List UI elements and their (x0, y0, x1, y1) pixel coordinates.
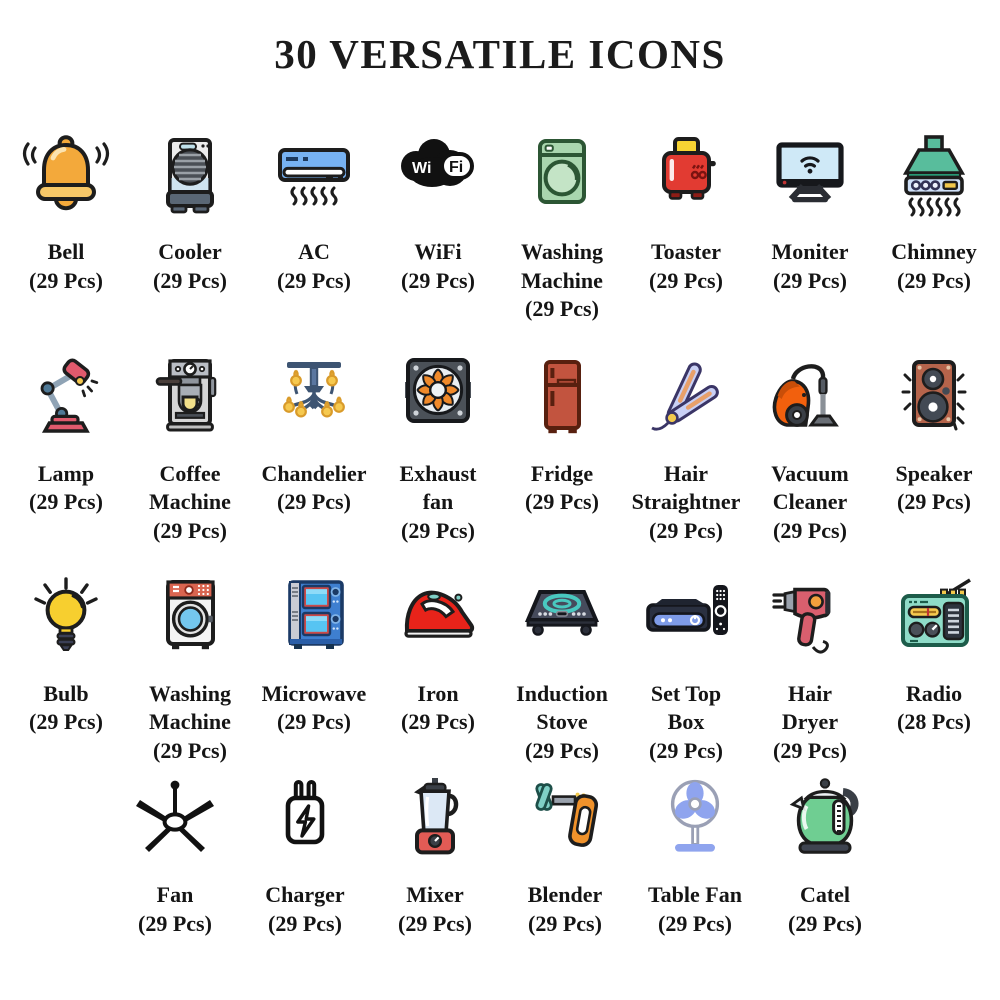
icon-card-hair-dryer (748, 560, 872, 766)
icon-label: Exhaust fan (399, 460, 477, 515)
icon-card-washing-machine (500, 118, 624, 324)
icon-count: (29 Pcs) (773, 517, 847, 543)
icon-card-bell (4, 118, 128, 324)
icon-card-fridge (500, 340, 624, 546)
icon-card-ac (252, 118, 376, 324)
icon-label: Bell (47, 239, 85, 264)
icon-card-blender (500, 773, 630, 938)
chandelier-icon (266, 340, 362, 452)
vacuum-cleaner-icon (762, 340, 858, 452)
ac-icon (266, 118, 362, 230)
icon-label: Hair Straightner (631, 460, 741, 515)
icon-label: Table Fan (648, 882, 742, 908)
icon-label: AC (298, 239, 330, 264)
coffee-machine-icon (142, 340, 238, 452)
icon-count: (29 Pcs) (29, 489, 103, 515)
blender-icon (517, 773, 613, 873)
icon-count: (29 Pcs) (525, 489, 599, 515)
icon-count: (29 Pcs) (528, 910, 602, 936)
icon-card-speaker (872, 340, 996, 546)
speaker-icon (886, 340, 982, 452)
icon-label: Blender (527, 882, 603, 908)
icon-count: (29 Pcs) (29, 709, 103, 735)
wifi-icon (390, 118, 486, 230)
icon-card-chimney (872, 118, 996, 324)
icon-count: (29 Pcs) (649, 737, 723, 763)
icon-card-coffee-machine (128, 340, 252, 546)
icon-count: (29 Pcs) (525, 737, 599, 763)
icon-card-hair-straightener (624, 340, 748, 546)
icon-card-chandelier (252, 340, 376, 546)
icon-card-lamp (4, 340, 128, 546)
charger-icon (257, 773, 353, 873)
icon-row-4 (110, 773, 890, 938)
icon-row-2 (0, 340, 1000, 546)
icon-label: Set Top Box (650, 680, 722, 735)
icon-label: Lamp (37, 460, 95, 486)
fridge-icon (514, 340, 610, 452)
icon-label: Speaker (895, 460, 973, 486)
icon-card-exhaust-fan (376, 340, 500, 546)
icon-count: (29 Pcs) (153, 267, 227, 293)
icon-count: (29 Pcs) (153, 737, 227, 763)
icon-label: Hair Dryer (781, 680, 839, 735)
wifi-fi-text: Fi (449, 159, 464, 176)
icon-label: Fridge (530, 460, 594, 486)
icon-count: (29 Pcs) (897, 489, 971, 515)
icon-card-mixer (370, 773, 500, 938)
icon-label: Bulb (43, 680, 89, 706)
icon-count: (29 Pcs) (153, 517, 227, 543)
icon-card-vacuum-cleaner (748, 340, 872, 546)
cooler-icon (142, 118, 238, 230)
icon-count: (29 Pcs) (788, 910, 862, 936)
iron-icon (390, 560, 486, 672)
icon-label: Catel (799, 882, 851, 908)
icon-card-washing-machine-front (128, 560, 252, 766)
icon-count: (29 Pcs) (398, 910, 472, 936)
icon-count: (29 Pcs) (525, 296, 599, 322)
washing-machine-front-icon (142, 560, 238, 672)
icon-count: (29 Pcs) (401, 517, 475, 543)
icon-card-radio (872, 560, 996, 766)
wifi-wi-text: Wi (412, 160, 432, 177)
microwave-icon (266, 560, 362, 672)
icon-label: Iron (417, 680, 459, 706)
icon-count: (29 Pcs) (649, 267, 723, 293)
icon-count: (29 Pcs) (138, 910, 212, 936)
chimney-icon (886, 118, 982, 230)
icon-count: (29 Pcs) (29, 267, 103, 293)
icon-label: Washing Machine (521, 239, 603, 293)
icon-row-3 (0, 560, 1000, 766)
icon-count: (29 Pcs) (897, 267, 971, 293)
icon-card-microwave (252, 560, 376, 766)
toaster-icon (638, 118, 734, 230)
icon-label: Coffee Machine (149, 460, 231, 515)
icon-count: (29 Pcs) (401, 267, 475, 293)
icon-label: Cooler (158, 239, 222, 264)
icon-count: (29 Pcs) (277, 267, 351, 293)
icon-card-set-top-box (624, 560, 748, 766)
icon-card-charger (240, 773, 370, 938)
radio-icon (886, 560, 982, 672)
icon-count: (29 Pcs) (773, 267, 847, 293)
table-fan-icon (647, 773, 743, 873)
icon-card-table-fan (630, 773, 760, 938)
icon-card-induction-stove (500, 560, 624, 766)
icon-label: Microwave (261, 680, 367, 706)
icon-label: Mixer (406, 882, 464, 908)
icon-card-wifi (376, 118, 500, 324)
induction-stove-icon (514, 560, 610, 672)
icon-card-bulb (4, 560, 128, 766)
kettle-icon (777, 773, 873, 873)
icon-label: Moniter (771, 239, 849, 264)
icon-card-iron (376, 560, 500, 766)
icon-count: (29 Pcs) (277, 489, 351, 515)
icon-label: Toaster (650, 239, 722, 264)
icon-count: (29 Pcs) (658, 910, 732, 936)
icon-card-cooler (128, 118, 252, 324)
monitor-icon (762, 118, 858, 230)
bulb-icon (18, 560, 114, 672)
icon-label: Radio (905, 680, 963, 706)
icon-card-toaster (624, 118, 748, 324)
icon-row-1 (0, 118, 1000, 324)
icon-label: WiFi (414, 239, 462, 264)
icon-label: Charger (265, 882, 345, 908)
icon-count: (29 Pcs) (401, 709, 475, 735)
lamp-icon (18, 340, 114, 452)
washing-machine-icon (514, 118, 610, 230)
icon-label: Chimney (891, 239, 977, 264)
mixer-icon (387, 773, 483, 873)
hair-straightener-icon (638, 340, 734, 452)
icon-label: Fan (156, 882, 194, 908)
ceiling-fan-icon (127, 773, 223, 873)
icon-count: (29 Pcs) (773, 737, 847, 763)
set-top-box-icon (638, 560, 734, 672)
icon-count: (29 Pcs) (277, 709, 351, 735)
icon-count: (29 Pcs) (649, 517, 723, 543)
icon-label: Chandelier (261, 460, 367, 486)
icon-card-kettle (760, 773, 890, 938)
icon-count: (28 Pcs) (897, 709, 971, 735)
icon-label: Washing Machine (149, 680, 231, 735)
hair-dryer-icon (762, 560, 858, 672)
icon-card-fan (110, 773, 240, 938)
bell-icon (18, 118, 114, 230)
icon-card-monitor (748, 118, 872, 324)
icon-label: Induction Stove (516, 680, 608, 735)
icon-count: (29 Pcs) (268, 910, 342, 936)
icon-label: Vacuum Cleaner (771, 460, 849, 515)
exhaust-fan-icon (390, 340, 486, 452)
page-title: 30 VERSATILE ICONS (274, 31, 726, 77)
